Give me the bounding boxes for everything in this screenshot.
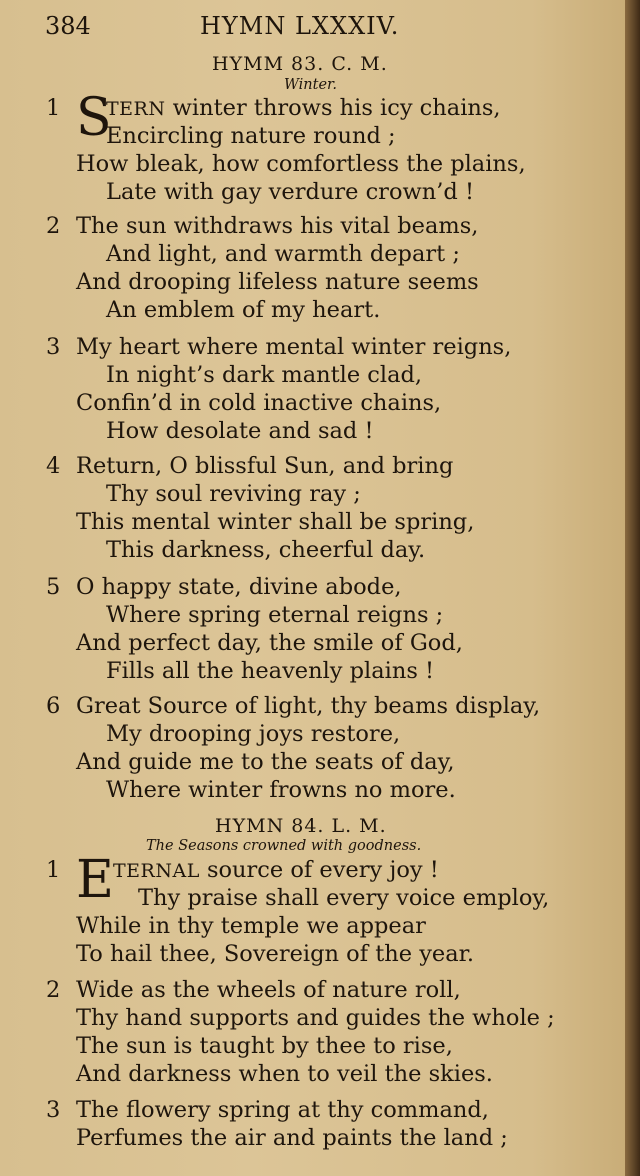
page-edge: [625, 0, 640, 1176]
verse-line: [106, 94, 501, 123]
hymn-83-heading: HYMM 83. C. M.: [212, 53, 388, 75]
verse-line: The sun is taught by thee to rise,: [76, 1033, 453, 1059]
verse-line: An emblem of my heart.: [106, 297, 381, 323]
verse-line: And light, and warmth depart ;: [106, 241, 460, 267]
verse-line: And darkness when to veil the skies.: [76, 1061, 493, 1087]
verse-line: This darkness, cheerful day.: [106, 537, 426, 563]
verse-line: Thy hand supports and guides the whole ;: [76, 1005, 555, 1031]
verse-number: 6: [46, 693, 61, 719]
running-head: HYMN LXXXIV.: [200, 12, 400, 40]
verse-number: 2: [46, 977, 61, 1003]
verse-line: And guide me to the seats of day,: [76, 749, 455, 775]
verse-line: To hail thee, Sovereign of the year.: [76, 941, 475, 967]
hymn-84-heading: HYMN 84. L. M.: [215, 815, 387, 837]
verse-line: My drooping joys restore,: [106, 721, 401, 747]
verse-line: Confin’d in cold inactive chains,: [76, 390, 442, 416]
verse-number: 5: [46, 574, 61, 600]
small-caps-word: TERNAL: [113, 860, 200, 882]
verse-number: 4: [46, 453, 61, 479]
line-text: source of every joy !: [199, 857, 439, 883]
verse-line: This mental winter shall be spring,: [76, 509, 475, 535]
verse-line: Where spring eternal reigns ;: [106, 602, 444, 628]
page-number: 384: [45, 12, 91, 40]
verse-line: Perfumes the air and paints the land ;: [76, 1125, 508, 1151]
verse-line: How desolate and sad !: [106, 418, 374, 444]
verse-line: While in thy temple we appear: [76, 913, 426, 939]
drop-cap: S: [76, 88, 112, 148]
verse-line: In night’s dark mantle clad,: [106, 362, 423, 388]
verse-line: Where winter frowns no more.: [106, 777, 456, 803]
verse-line: My heart where mental winter reigns,: [76, 334, 512, 360]
verse-number: 3: [46, 1097, 61, 1123]
small-caps-word: TERN: [106, 98, 166, 120]
verse-line: The flowery spring at thy command,: [76, 1097, 489, 1123]
hymn-83-subtitle: Winter.: [284, 77, 337, 93]
drop-cap: E: [76, 850, 114, 910]
verse-line: Late with gay verdure crown’d !: [106, 179, 474, 205]
verse-line: Great Source of light, thy beams display,: [76, 693, 541, 719]
verse-number: 1: [46, 95, 61, 121]
verse-line: Return, O blissful Sun, and bring: [76, 453, 454, 479]
verse-line: O happy state, divine abode,: [76, 574, 402, 600]
verse-line: [113, 856, 439, 885]
verse-number: 1: [46, 857, 61, 883]
verse-number: 3: [46, 334, 61, 360]
verse-line: Thy praise shall every voice employ,: [138, 885, 550, 911]
verse-line: Wide as the wheels of nature roll,: [76, 977, 461, 1003]
verse-line: And perfect day, the smile of God,: [76, 630, 463, 656]
verse-line: And drooping lifeless nature seems: [76, 269, 479, 295]
verse-line: Fills all the heavenly plains !: [106, 658, 435, 684]
verse-line: Encircling nature round ;: [106, 123, 396, 149]
verse-line: The sun withdraws his vital beams,: [76, 213, 479, 239]
line-text: winter throws his icy chains,: [165, 95, 501, 121]
verse-number: 2: [46, 213, 61, 239]
verse-line: Thy soul reviving ray ;: [106, 481, 361, 507]
hymn-84-subtitle: The Seasons crowned with goodness.: [146, 838, 422, 854]
verse-line: How bleak, how comfortless the plains,: [76, 151, 526, 177]
